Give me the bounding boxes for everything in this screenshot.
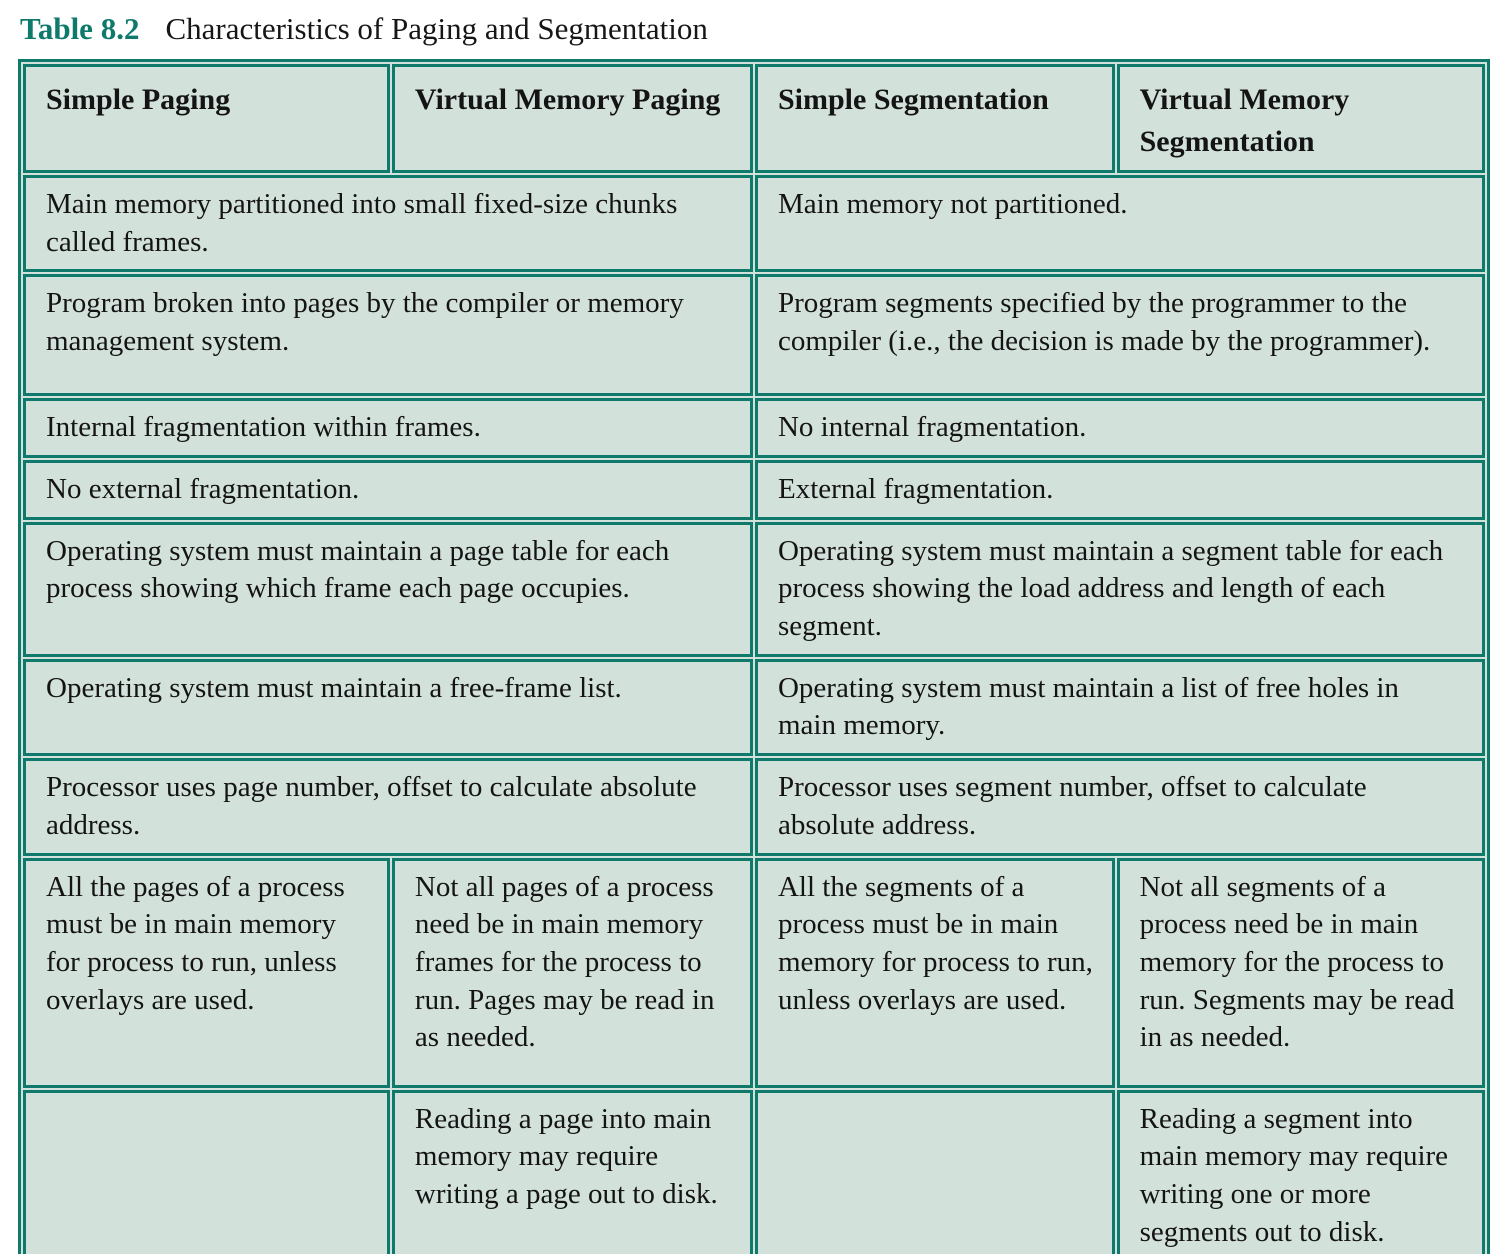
header-simple-paging: Simple Paging	[23, 64, 390, 173]
cell-segmentation-address-calculation: Processor uses segment number, offset to calculate absolute address.	[755, 758, 1485, 855]
cell-paging-program-division: Program broken into pages by the compiler or memory management system.	[23, 274, 753, 396]
cell-segmentation-program-division: Program segments specified by the programmer to the compiler (i.e., the decision is made by the programmer).	[755, 274, 1485, 396]
paging-segmentation-table	[18, 59, 1490, 1254]
cell-paging-memory-partitioning: Main memory partitioned into small fixed-size chunks called frames.	[23, 175, 753, 272]
header-row	[23, 64, 1485, 173]
row-swapping-behavior	[23, 1090, 1485, 1254]
cell-paging-page-table: Operating system must maintain a page table for each process showing which frame each page occupies.	[23, 522, 753, 657]
cell-simple-segmentation-residency: All the segments of a process must be in main memory for process to run, unless overlays are used.	[755, 858, 1115, 1088]
row-memory-partitioning	[23, 175, 1485, 272]
row-external-fragmentation	[23, 460, 1485, 520]
cell-vm-paging-swapping: Reading a page into main memory may require writing a page out to disk.	[392, 1090, 753, 1254]
cell-vm-segmentation-swapping: Reading a segment into main memory may require writing one or more segments out to disk.	[1117, 1090, 1485, 1254]
cell-simple-paging-residency: All the pages of a process must be in main memory for process to run, unless overlays are used.	[23, 858, 390, 1088]
row-internal-fragmentation	[23, 398, 1485, 458]
cell-segmentation-segment-table: Operating system must maintain a segment table for each process showing the load address and length of each segment.	[755, 522, 1485, 657]
cell-segmentation-external-fragmentation: External fragmentation.	[755, 460, 1485, 520]
cell-simple-segmentation-swapping-empty	[755, 1090, 1115, 1254]
cell-vm-paging-residency: Not all pages of a process need be in main memory frames for the process to run. Pages may be read in as needed.	[392, 858, 753, 1088]
cell-paging-address-calculation: Processor uses page number, offset to calculate absolute address.	[23, 758, 753, 855]
row-address-calculation	[23, 758, 1485, 855]
cell-paging-external-fragmentation: No external fragmentation.	[23, 460, 753, 520]
header-simple-segmentation: Simple Segmentation	[755, 64, 1115, 173]
table-caption-title: Characteristics of Paging and Segmentation	[165, 11, 708, 46]
header-virtual-memory-paging: Virtual Memory Paging	[392, 64, 753, 173]
cell-segmentation-memory-partitioning: Main memory not partitioned.	[755, 175, 1485, 272]
cell-segmentation-free-holes-list: Operating system must maintain a list of free holes in main memory.	[755, 659, 1485, 756]
header-virtual-memory-segmentation: Virtual Memory Segmentation	[1117, 64, 1485, 173]
row-free-space-list	[23, 659, 1485, 756]
row-os-table-maintenance	[23, 522, 1485, 657]
row-program-division	[23, 274, 1485, 396]
row-residency-requirement	[23, 858, 1485, 1088]
table-caption	[20, 10, 1490, 47]
cell-segmentation-internal-fragmentation: No internal fragmentation.	[755, 398, 1485, 458]
table-caption-number: Table 8.2	[20, 11, 140, 46]
cell-simple-paging-swapping-empty	[23, 1090, 390, 1254]
cell-paging-free-frame-list: Operating system must maintain a free-frame list.	[23, 659, 753, 756]
cell-paging-internal-fragmentation: Internal fragmentation within frames.	[23, 398, 753, 458]
cell-vm-segmentation-residency: Not all segments of a process need be in main memory for the process to run. Segments may be read in as needed.	[1117, 858, 1485, 1088]
